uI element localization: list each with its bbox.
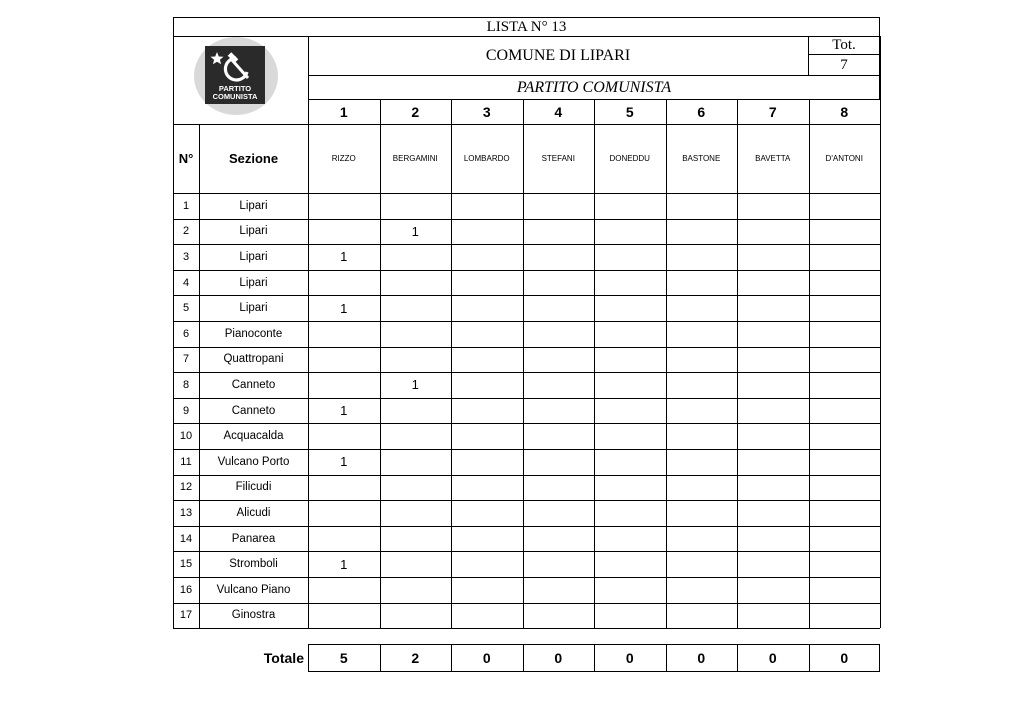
vote-cell [451, 500, 523, 526]
vote-cell [809, 398, 881, 424]
total-value: 0 [554, 650, 563, 666]
logo-top-stub-left [173, 36, 189, 37]
total-value: 0 [625, 650, 634, 666]
vote-cell [666, 219, 738, 245]
vote-cell [594, 526, 666, 552]
vote-cell [737, 603, 809, 629]
vote-cell [737, 193, 809, 219]
vote-cell [594, 372, 666, 398]
vote-cell: 1 [411, 223, 419, 239]
section-name: Lipari [239, 276, 268, 289]
total-value: 0 [482, 650, 491, 666]
vote-cell [809, 526, 881, 552]
vote-cell [451, 475, 523, 501]
vote-cell [809, 500, 881, 526]
row-number: 4 [182, 276, 190, 289]
vote-cell [380, 603, 452, 629]
tot-value: 7 [840, 57, 848, 73]
logo-top-stub-right [283, 36, 301, 37]
tot-label: Tot. [832, 36, 856, 53]
vote-cell [809, 423, 881, 449]
vote-cell: 1 [411, 377, 419, 393]
candidate-name: BERGAMINI [392, 154, 438, 163]
vote-cell [380, 526, 452, 552]
vote-cell [594, 244, 666, 270]
row-number: 11 [180, 455, 192, 468]
vote-cell [380, 244, 452, 270]
vote-cell [451, 577, 523, 603]
candidate-name: D'ANTONI [825, 154, 863, 163]
section-name: Pianoconte [224, 327, 283, 340]
vote-cell [594, 219, 666, 245]
vote-cell [380, 449, 452, 475]
vote-cell [308, 347, 380, 373]
vote-cell [737, 577, 809, 603]
vote-cell [737, 423, 809, 449]
vote-cell [594, 321, 666, 347]
vote-cell [451, 193, 523, 219]
vote-cell [523, 193, 595, 219]
candidate-name: DONEDDU [609, 154, 650, 163]
vote-cell [523, 475, 595, 501]
vote-cell [380, 270, 452, 296]
vote-cell [809, 244, 881, 270]
candidate-number: 6 [697, 103, 706, 120]
vote-cell [594, 603, 666, 629]
vote-cell [451, 398, 523, 424]
vote-cell [308, 372, 380, 398]
vote-cell [666, 347, 738, 373]
num-header: N° [178, 151, 194, 166]
row-number: 2 [182, 225, 190, 238]
vote-cell [523, 295, 595, 321]
section-name: Vulcano Porto [217, 455, 290, 468]
vote-cell [666, 193, 738, 219]
vote-cell [737, 219, 809, 245]
candidate-number: 3 [482, 103, 491, 120]
total-value: 0 [768, 650, 777, 666]
vote-cell [737, 500, 809, 526]
vote-cell [523, 449, 595, 475]
candidate-number: 1 [339, 103, 348, 120]
vote-cell [737, 347, 809, 373]
vote-cell [451, 449, 523, 475]
row-number: 8 [182, 378, 190, 391]
vote-cell [308, 526, 380, 552]
section-header: Sezione [228, 151, 279, 166]
vote-cell [666, 449, 738, 475]
vote-cell [451, 219, 523, 245]
vote-cell [594, 295, 666, 321]
vote-cell [523, 219, 595, 245]
candidate-number: 8 [840, 103, 849, 120]
vote-cell [523, 526, 595, 552]
vote-cell [380, 475, 452, 501]
vote-cell [380, 398, 452, 424]
vote-cell [737, 295, 809, 321]
row-number: 15 [179, 558, 193, 571]
candidate-number: 5 [625, 103, 634, 120]
row-number: 14 [179, 532, 193, 545]
vote-cell [308, 270, 380, 296]
total-value: 0 [840, 650, 849, 666]
candidate-number: 4 [554, 103, 563, 120]
vote-cell [451, 551, 523, 577]
vote-cell: 1 [340, 403, 348, 419]
vote-cell [523, 244, 595, 270]
candidate-name: BAVETTA [755, 154, 791, 163]
vote-cell [666, 603, 738, 629]
total-value: 0 [697, 650, 706, 666]
totale-label: Totale [263, 650, 304, 666]
row-number: 9 [182, 404, 190, 417]
vote-cell [308, 475, 380, 501]
vote-cell [451, 603, 523, 629]
vote-cell [809, 603, 881, 629]
vote-cell [737, 270, 809, 296]
section-name: Quattropani [223, 353, 284, 366]
vote-cell [380, 347, 452, 373]
vote-cell [308, 321, 380, 347]
vote-cell [523, 603, 595, 629]
vote-cell [594, 193, 666, 219]
vote-cell [380, 193, 452, 219]
vote-cell: 1 [340, 249, 348, 265]
vote-cell [523, 347, 595, 373]
section-name: Canneto [231, 378, 276, 391]
vote-cell [737, 449, 809, 475]
section-name: Alicudi [236, 506, 271, 519]
vote-cell [380, 423, 452, 449]
vote-cell [523, 551, 595, 577]
candidate-number: 7 [768, 103, 777, 120]
grid-line-v-col [880, 36, 881, 628]
vote-cell [737, 244, 809, 270]
logo-caption [205, 85, 265, 101]
vote-cell [523, 500, 595, 526]
vote-cell [380, 295, 452, 321]
candidate-name: STEFANI [541, 154, 575, 163]
vote-cell [451, 270, 523, 296]
total-value: 5 [339, 650, 348, 666]
row-number: 12 [179, 481, 193, 494]
vote-cell [809, 219, 881, 245]
vote-cell [594, 398, 666, 424]
total-value: 2 [411, 650, 420, 666]
vote-cell [809, 295, 881, 321]
vote-cell [666, 295, 738, 321]
vote-cell [737, 526, 809, 552]
vote-cell [451, 526, 523, 552]
vote-cell [666, 270, 738, 296]
vote-cell [809, 347, 881, 373]
comune-title: COMUNE DI LIPARI [485, 47, 631, 64]
row-number: 10 [179, 430, 193, 443]
section-name: Vulcano Piano [216, 583, 291, 596]
vote-cell [809, 270, 881, 296]
vote-cell [737, 372, 809, 398]
logo-line-2: COMUNISTA [212, 92, 258, 101]
vote-cell [666, 526, 738, 552]
row-number: 1 [182, 199, 190, 212]
row-number: 5 [182, 302, 190, 315]
section-name: Filicudi [235, 481, 272, 494]
vote-cell [523, 270, 595, 296]
section-name: Lipari [239, 225, 268, 238]
vote-cell [666, 423, 738, 449]
vote-cell [809, 475, 881, 501]
vote-cell [809, 193, 881, 219]
vote-cell [737, 475, 809, 501]
vote-cell [308, 603, 380, 629]
section-name: Lipari [239, 250, 268, 263]
row-number: 17 [179, 609, 193, 622]
vote-cell [451, 321, 523, 347]
candidate-name: LOMBARDO [463, 154, 510, 163]
vote-cell [809, 577, 881, 603]
vote-cell [594, 270, 666, 296]
section-name: Acquacalda [223, 430, 284, 443]
logo-cell-left-border [173, 36, 174, 124]
vote-cell [737, 551, 809, 577]
vote-cell [666, 244, 738, 270]
grid-line-h-row [173, 628, 880, 629]
vote-cell [523, 321, 595, 347]
section-name: Canneto [231, 404, 276, 417]
vote-cell [451, 295, 523, 321]
section-name: Stromboli [229, 558, 278, 571]
vote-cell [594, 551, 666, 577]
candidate-name: RIZZO [331, 154, 356, 163]
vote-cell [451, 423, 523, 449]
vote-cell [594, 423, 666, 449]
vote-cell [666, 577, 738, 603]
vote-cell [523, 577, 595, 603]
vote-cell [523, 398, 595, 424]
vote-cell [737, 321, 809, 347]
vote-cell [594, 347, 666, 373]
vote-cell [308, 423, 380, 449]
vote-cell [737, 398, 809, 424]
vote-cell [594, 475, 666, 501]
vote-cell [308, 577, 380, 603]
vote-cell [594, 500, 666, 526]
row-number: 16 [179, 583, 193, 596]
vote-cell [308, 193, 380, 219]
vote-cell [666, 475, 738, 501]
vote-cell [594, 449, 666, 475]
row-number: 3 [182, 250, 190, 263]
vote-cell [594, 577, 666, 603]
lista-title: LISTA N° 13 [486, 18, 567, 35]
vote-cell [523, 423, 595, 449]
vote-cell [809, 551, 881, 577]
logo-line-1: PARTITO [218, 84, 252, 93]
row-number: 13 [179, 506, 193, 519]
vote-cell [523, 372, 595, 398]
candidate-number: 2 [411, 103, 420, 120]
vote-cell [380, 577, 452, 603]
vote-cell [809, 449, 881, 475]
vote-cell [666, 551, 738, 577]
vote-cell [308, 500, 380, 526]
section-name: Lipari [239, 302, 268, 315]
vote-cell [666, 500, 738, 526]
candidate-name: BASTONE [682, 154, 721, 163]
vote-cell: 1 [340, 454, 348, 470]
row-number: 7 [182, 353, 190, 366]
section-name: Lipari [239, 199, 268, 212]
vote-cell [809, 321, 881, 347]
vote-cell [809, 372, 881, 398]
vote-cell [380, 551, 452, 577]
vote-cell: 1 [340, 300, 348, 316]
vote-cell [451, 372, 523, 398]
vote-cell [451, 347, 523, 373]
vote-cell [380, 500, 452, 526]
row-number: 6 [182, 327, 190, 340]
hammer-sickle-star-icon [205, 46, 265, 86]
section-name: Panarea [231, 532, 276, 545]
vote-cell: 1 [340, 556, 348, 572]
vote-cell [666, 372, 738, 398]
vote-cell [451, 244, 523, 270]
section-name: Ginostra [231, 609, 276, 622]
vote-cell [308, 219, 380, 245]
vote-cell [666, 398, 738, 424]
vote-cell [666, 321, 738, 347]
vote-cell [380, 321, 452, 347]
partito-title: PARTITO COMUNISTA [516, 78, 672, 96]
